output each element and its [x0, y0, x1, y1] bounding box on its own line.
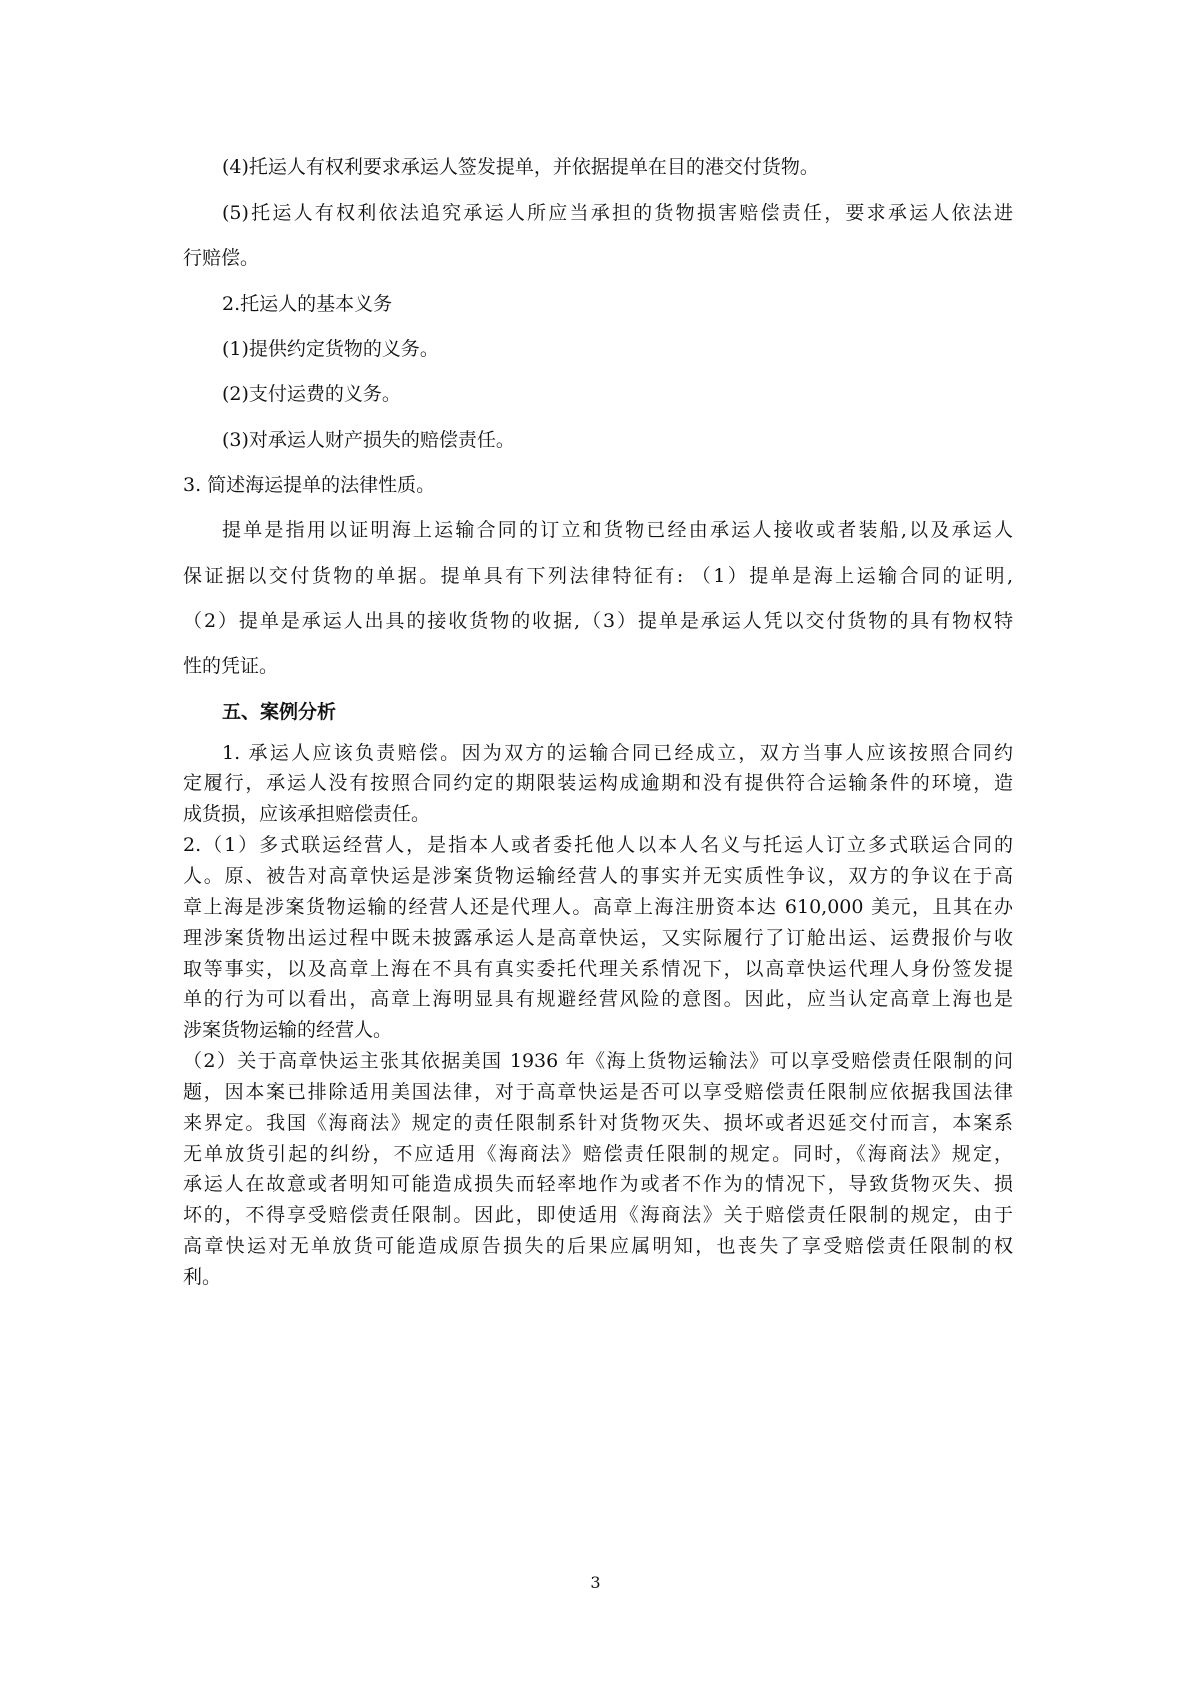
bill-of-lading-line2: 保证据以交付货物的单据。提单具有下列法律特征有: （1）提单是海上运输合同的证明, — [183, 565, 1013, 587]
paragraph-shipper-right-5-line1: (5)托运人有权利依法追究承运人所应当承担的货物损害赔偿责任，要求承运人依法进 — [222, 202, 1013, 224]
case-2-part2-line8: 利。 — [183, 1266, 222, 1288]
case-2-part1-line3: 章上海是涉案货物运输的经营人还是代理人。高章上海注册资本达 610,000 美元，且其在办 — [183, 896, 1013, 918]
case-2-part2-line2: 题，因本案已排除适用美国法律，对于高章快运是否可以享受赔偿责任限制应依据我国法律 — [183, 1081, 1013, 1103]
paragraph-shipper-right-4: (4)托运人有权利要求承运人签发提单，并依据提单在目的港交付货物。 — [222, 156, 819, 178]
bill-of-lading-line1: 提单是指用以证明海上运输合同的订立和货物已经由承运人接收或者装船,以及承运人 — [222, 519, 1013, 541]
case-1-line1: 1. 承运人应该负责赔偿。因为双方的运输合同已经成立，双方当事人应该按照合同约 — [222, 742, 1013, 764]
bill-of-lading-line4: 性的凭证。 — [183, 655, 279, 677]
paragraph-shipper-right-5-line2: 行赔偿。 — [183, 247, 260, 269]
case-1-line3: 成货损，应该承担赔偿责任。 — [183, 803, 431, 825]
case-2-part1-line2: 人。原、被告对高章快运是涉案货物运输经营人的事实并无实质性争议，双方的争议在于高 — [183, 865, 1013, 887]
obligation-item-1: (1)提供约定货物的义务。 — [222, 338, 439, 360]
question-3-heading: 3. 简述海运提单的法律性质。 — [183, 474, 436, 496]
heading-shipper-obligations: 2.托运人的基本义务 — [222, 293, 393, 315]
case-2-part1-line7: 涉案货物运输的经营人。 — [183, 1019, 393, 1041]
obligation-item-2: (2)支付运费的义务。 — [222, 383, 401, 405]
section-5-heading: 五、案例分析 — [222, 701, 337, 723]
case-2-part1-line1: 2.（1）多式联运经营人，是指本人或者委托他人以本人名义与托运人订立多式联运合同的 — [183, 834, 1013, 856]
case-2-part2-line3: 来界定。我国《海商法》规定的责任限制系针对货物灭失、损坏或者迟延交付而言，本案系 — [183, 1112, 1013, 1134]
case-2-part1-line6: 单的行为可以看出，高章上海明显具有规避经营风险的意图。因此，应当认定高章上海也是 — [183, 988, 1013, 1010]
case-2-part2-line1: （2）关于高章快运主张其依据美国 1936 年《海上货物运输法》可以享受赔偿责任限制的问 — [183, 1050, 1013, 1072]
case-2-part2-line5: 承运人在故意或者明知可能造成损失而轻率地作为或者不作为的情况下，导致货物灭失、损 — [183, 1173, 1013, 1195]
case-2-part2-line6: 坏的，不得享受赔偿责任限制。因此，即使适用《海商法》关于赔偿责任限制的规定，由于 — [183, 1204, 1013, 1226]
page-number: 3 — [590, 1573, 601, 1592]
case-2-part2-line4: 无单放货引起的纠纷，不应适用《海商法》赔偿责任限制的规定。同时，《海商法》规定， — [183, 1143, 1013, 1165]
obligation-item-3: (3)对承运人财产损失的赔偿责任。 — [222, 429, 515, 451]
case-2-part1-line4: 理涉案货物出运过程中既未披露承运人是高章快运，又实际履行了订舱出运、运费报价与收 — [183, 927, 1013, 949]
bill-of-lading-line3: （2）提单是承运人出具的接收货物的收据,（3）提单是承运人凭以交付货物的具有物权特 — [183, 610, 1013, 632]
case-2-part1-line5: 取等事实，以及高章上海在不具有真实委托代理关系情况下，以高章快运代理人身份签发提 — [183, 958, 1013, 980]
case-1-line2: 定履行，承运人没有按照合同约定的期限装运构成逾期和没有提供符合运输条件的环境，造 — [183, 772, 1013, 794]
case-2-part2-line7: 高章快运对无单放货可能造成原告损失的后果应属明知，也丧失了享受赔偿责任限制的权 — [183, 1235, 1013, 1257]
